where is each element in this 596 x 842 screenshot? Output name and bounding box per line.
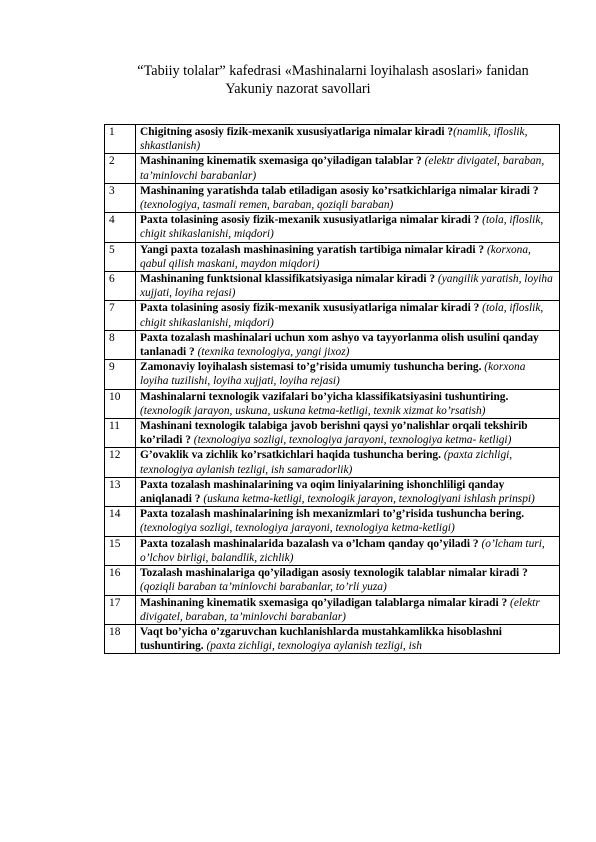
question-cell bbox=[136, 448, 560, 477]
question-row bbox=[105, 301, 560, 330]
question-cell bbox=[136, 301, 560, 330]
question-row bbox=[105, 624, 560, 653]
answer-hint: (texnologiya sozligi, texnologiya jarayoni, texnologiya ketma-ketligi) bbox=[140, 522, 455, 535]
question-text: Paxta tozalash mashinalarining ish mexanizmlari to’g’risida tushuncha bering. bbox=[140, 508, 525, 521]
question-row bbox=[105, 566, 560, 595]
question-row bbox=[105, 242, 560, 271]
question-row bbox=[105, 477, 560, 506]
question-cell bbox=[136, 272, 560, 301]
question-number: 2 bbox=[105, 154, 136, 183]
question-cell bbox=[136, 330, 560, 359]
question-row bbox=[105, 272, 560, 301]
question-number: 8 bbox=[105, 330, 136, 359]
question-row bbox=[105, 183, 560, 212]
title-line-1: “Tabiiy tolalar” kafedrasi «Mashinalarni loyihalash asoslari» fanidan bbox=[137, 63, 529, 79]
question-text: Paxta tozalash mashinalari uchun xom ashyo va tayyorlanma olish usulini qanday tanlanadi ? bbox=[140, 331, 539, 359]
question-row bbox=[105, 154, 560, 183]
question-number: 1 bbox=[105, 125, 136, 154]
answer-hint: (uskuna ketma-ketligi, texnologik jarayon, texnologiyani ishlash prinspi) bbox=[200, 493, 535, 506]
question-cell bbox=[136, 624, 560, 653]
question-row bbox=[105, 125, 560, 154]
answer-hint: (texnologiya sozligi, texnologiya jarayoni, texnologiya ketma- ketligi) bbox=[190, 434, 512, 447]
question-text: Mashinani texnologik talabiga javob berishni qaysi yo’nalishlar orqali tekshirib ko’riladi ? bbox=[140, 420, 528, 447]
question-number: 9 bbox=[105, 360, 136, 389]
question-number: 18 bbox=[105, 624, 136, 653]
question-number: 12 bbox=[105, 448, 136, 477]
answer-hint: (tola, ifloslik, chigit shikaslanishi, miqdori) bbox=[140, 214, 544, 241]
question-text: Mashinaning funktsional klassifikatsiyasiga nimalar kiradi ? bbox=[140, 273, 436, 286]
question-row bbox=[105, 419, 560, 448]
question-text: Mashinaning kinematik sxemasiga qo’yiladigan talablarga nimalar kiradi ? bbox=[140, 596, 508, 609]
question-cell bbox=[136, 360, 560, 389]
question-text: Vaqt bo’yicha o’zgaruvchan kuchlanishlarda mustahkamlikka hisoblashni tushuntiring. bbox=[140, 625, 502, 653]
answer-hint: (tola, ifloslik, chigit shikaslanishi, miqdori) bbox=[140, 302, 544, 329]
question-cell bbox=[136, 183, 560, 212]
question-text: Paxta tolasining asosiy fizik-mexanik xususiyatlariga nimalar kiradi ? bbox=[140, 302, 480, 315]
question-text: Paxta tozalash mashinalarida bazalash va o’lcham qanday qo’yiladi ? bbox=[140, 537, 479, 550]
question-text: Paxta tolasining asosiy fizik-mexanik xususiyatlariga nimalar kiradi ? bbox=[140, 214, 480, 227]
question-cell bbox=[136, 389, 560, 418]
question-number: 10 bbox=[105, 389, 136, 418]
question-cell bbox=[136, 154, 560, 183]
question-cell bbox=[136, 595, 560, 624]
questions-table-body bbox=[105, 125, 560, 654]
question-cell bbox=[136, 566, 560, 595]
question-number: 17 bbox=[105, 595, 136, 624]
answer-hint: (paxta zichligi, texnologiya aylanish tezligi, ish samaradorlik) bbox=[140, 449, 513, 476]
question-row bbox=[105, 360, 560, 389]
question-text: Tozalash mashinalariga qo’yiladigan asosiy texnologik talablar nimalar kiradi ? bbox=[140, 567, 528, 580]
question-number: 15 bbox=[105, 536, 136, 565]
question-text: Mashinaning kinematik sxemasiga qo’yiladigan talablar ? bbox=[140, 155, 422, 168]
question-text: Mashinaning yaratishda talab etiladigan asosiy ko’rsatkichlariga nimalar kiradi ? bbox=[140, 184, 539, 197]
question-cell bbox=[136, 213, 560, 242]
question-text: Paxta tozalash mashinalarining va oqim liniyalarining ishonchliligi qanday aniqlanadi ? bbox=[140, 478, 505, 506]
question-cell bbox=[136, 242, 560, 271]
question-text: Yangi paxta tozalash mashinasining yaratish tartibiga nimalar kiradi ? bbox=[140, 243, 485, 256]
question-row bbox=[105, 536, 560, 565]
question-number: 4 bbox=[105, 213, 136, 242]
answer-hint: (texnologiya, tasmali remen, baraban, qoziqli baraban) bbox=[140, 199, 394, 212]
answer-hint: (paxta zichligi, texnologiya aylanish tezligi, ish bbox=[203, 640, 422, 653]
question-row bbox=[105, 507, 560, 536]
answer-hint: (namlik, ifloslik, shkastlanish) bbox=[140, 126, 528, 153]
document-title bbox=[0, 62, 596, 98]
question-cell bbox=[136, 507, 560, 536]
question-number: 16 bbox=[105, 566, 136, 595]
question-number: 14 bbox=[105, 507, 136, 536]
question-text: Mashinalarni texnologik vazifalari bo’yicha klassifikatsiyasini tushuntiring. bbox=[140, 390, 509, 403]
question-cell bbox=[136, 536, 560, 565]
question-row bbox=[105, 595, 560, 624]
question-number: 6 bbox=[105, 272, 136, 301]
question-cell bbox=[136, 477, 560, 506]
question-row bbox=[105, 330, 560, 359]
question-row bbox=[105, 213, 560, 242]
question-row bbox=[105, 389, 560, 418]
answer-hint: (korxona, qabul qilish maskani, maydon miqdori) bbox=[140, 243, 531, 270]
question-number: 11 bbox=[105, 419, 136, 448]
question-number: 5 bbox=[105, 242, 136, 271]
answer-hint: (texnologik jarayon, uskuna, uskuna ketma-ketligi, texnik xizmat ko’rsatish) bbox=[140, 404, 486, 417]
answer-hint: (korxona loyiha tuzilishi, loyiha xujjati, loyiha rejasi) bbox=[140, 361, 526, 388]
question-text: Chigitning asosiy fizik-mexanik xususiyatlariga nimalar kiradi ? bbox=[140, 126, 454, 138]
title-line-2: Yakuniy nazorat savollari bbox=[225, 81, 371, 97]
answer-hint: (qoziqli baraban ta’minlovchi barabanlar, to’rli yuza) bbox=[140, 581, 387, 594]
answer-hint: (elektr divigatel, baraban, ta’minlovchi barabanlar) bbox=[140, 155, 545, 182]
answer-hint: (elektr divigatel, baraban, ta’minlovchi barabanlar) bbox=[140, 596, 540, 623]
answer-hint: (texnika texnologiya, yangi jixoz) bbox=[194, 346, 350, 359]
question-text: G’ovaklik va zichlik ko’rsatkichlari haqida tushuncha bering. bbox=[140, 449, 441, 462]
question-number: 3 bbox=[105, 183, 136, 212]
question-cell bbox=[136, 419, 560, 448]
question-row bbox=[105, 448, 560, 477]
answer-hint: (yangilik yaratish, loyiha xujjati, loyiha rejasi) bbox=[140, 273, 553, 300]
question-text: Zamonaviy loyihalash sistemasi to’g’risida umumiy tushuncha bering. bbox=[140, 361, 482, 374]
question-number: 7 bbox=[105, 301, 136, 330]
question-cell bbox=[136, 125, 560, 154]
question-number: 13 bbox=[105, 477, 136, 506]
answer-hint: (o’lcham turi, o’lchov birligi, balandlik, zichlik) bbox=[140, 537, 545, 564]
questions-table bbox=[104, 124, 560, 654]
